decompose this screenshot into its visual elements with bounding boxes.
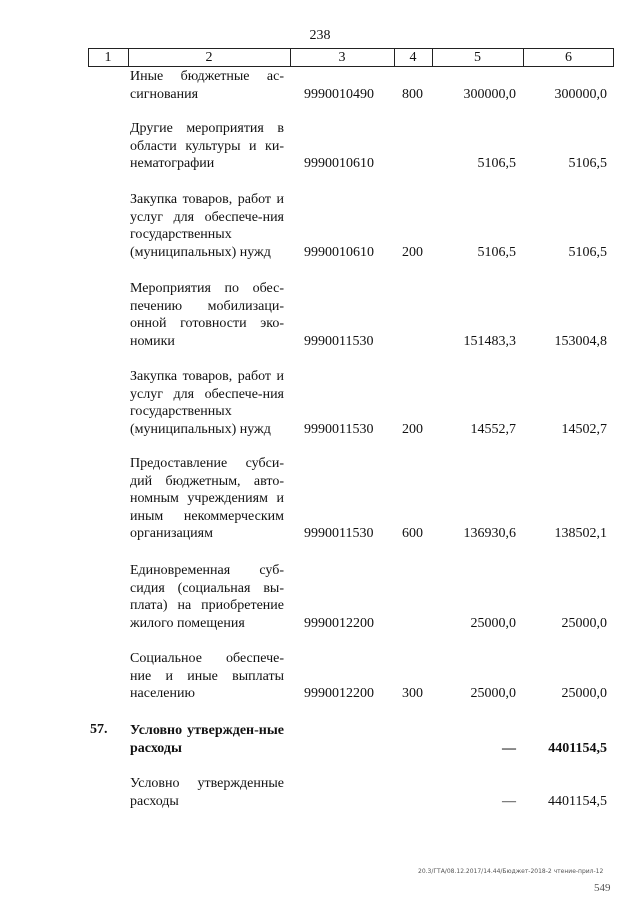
handwritten-page-stamp: 549 bbox=[594, 882, 611, 894]
row-value-col5: 5106,5 bbox=[477, 156, 516, 171]
row-number: 57. bbox=[90, 722, 108, 737]
row-value-col5: 14552,7 bbox=[470, 421, 516, 437]
row-value-col6: 25000,0 bbox=[561, 615, 607, 631]
row-value-col6: 4401154,5 bbox=[548, 740, 607, 756]
row-value-col5: 151483,3 bbox=[463, 333, 516, 349]
row-vr: 800 bbox=[402, 86, 423, 102]
row-vr: 200 bbox=[402, 244, 423, 260]
row-code: 9990010610 bbox=[304, 156, 374, 171]
row-code: 9990011530 bbox=[304, 421, 374, 437]
row-value-col6: 138502,1 bbox=[554, 526, 607, 541]
page-number: 238 bbox=[309, 28, 331, 43]
row-value-col6: 5106,5 bbox=[568, 156, 607, 171]
row-value-col6: 25000,0 bbox=[561, 686, 607, 701]
row-name: Единовременная суб-сидия (социальная вы-плата) на приобретение жилого помещения bbox=[130, 563, 284, 631]
row-value-col6: 5106,5 bbox=[568, 244, 607, 260]
document-footer: 20.3/ГТА/08.12.2017/14.44/Бюджет-2018-2 чтение-прил-12 bbox=[418, 868, 604, 875]
header-col-1: 1 bbox=[104, 50, 112, 65]
row-name: Мероприятия по обес-печению мобилизаци-онной готовности эко-номики bbox=[130, 281, 284, 349]
row-name: Социальное обеспече-ние и иные выплаты населению bbox=[130, 651, 284, 701]
header-col-5: 5 bbox=[474, 50, 481, 65]
row-name: Иные бюджетные ас-сигнования bbox=[130, 69, 284, 102]
row-name: Закупка товаров, работ и услуг для обеспече-ния государственных (муниципальных) нужд bbox=[130, 192, 284, 260]
row-name: Закупка товаров, работ и услуг для обеспече-ния государственных (муниципальных) нужд bbox=[130, 369, 284, 437]
row-name: Другие мероприятия в области культуры и ки-нематографии bbox=[130, 121, 284, 171]
header-col-4: 4 bbox=[409, 50, 417, 65]
header-col-3: 3 bbox=[338, 50, 346, 65]
row-vr: 300 bbox=[402, 686, 423, 701]
row-value-col5: — bbox=[502, 740, 516, 756]
row-value-col6: 300000,0 bbox=[554, 86, 607, 102]
row-vr: 200 bbox=[402, 421, 423, 437]
row-name: Условно утвержден-ные расходы bbox=[130, 723, 284, 756]
row-value-col5: 300000,0 bbox=[463, 86, 516, 102]
table-header bbox=[88, 48, 614, 67]
row-code: 9990011530 bbox=[304, 333, 374, 349]
row-value-col6: 153004,8 bbox=[554, 333, 607, 349]
row-code: 9990010490 bbox=[304, 86, 374, 102]
row-code: 9990011530 bbox=[304, 526, 374, 541]
row-code: 9990010610 bbox=[304, 244, 374, 260]
row-value-col5: 25000,0 bbox=[470, 615, 516, 631]
row-name: Предоставление субси-дий бюджетным, авто-номным учреждениям и иным некоммерческим организациям bbox=[130, 456, 284, 541]
row-value-col5: 136930,6 bbox=[463, 526, 516, 541]
row-code: 9990012200 bbox=[304, 686, 374, 701]
row-name: Условно утвержденные расходы bbox=[130, 776, 284, 809]
header-col-2: 2 bbox=[205, 50, 213, 65]
row-value-col5: 5106,5 bbox=[477, 244, 516, 260]
row-vr: 600 bbox=[402, 526, 423, 541]
header-col-6: 6 bbox=[565, 50, 572, 65]
row-code: 9990012200 bbox=[304, 615, 374, 631]
row-value-col5: 25000,0 bbox=[470, 686, 516, 701]
row-value-col6: 4401154,5 bbox=[548, 793, 607, 809]
row-value-col5: — bbox=[502, 793, 516, 809]
row-value-col6: 14502,7 bbox=[561, 421, 607, 437]
